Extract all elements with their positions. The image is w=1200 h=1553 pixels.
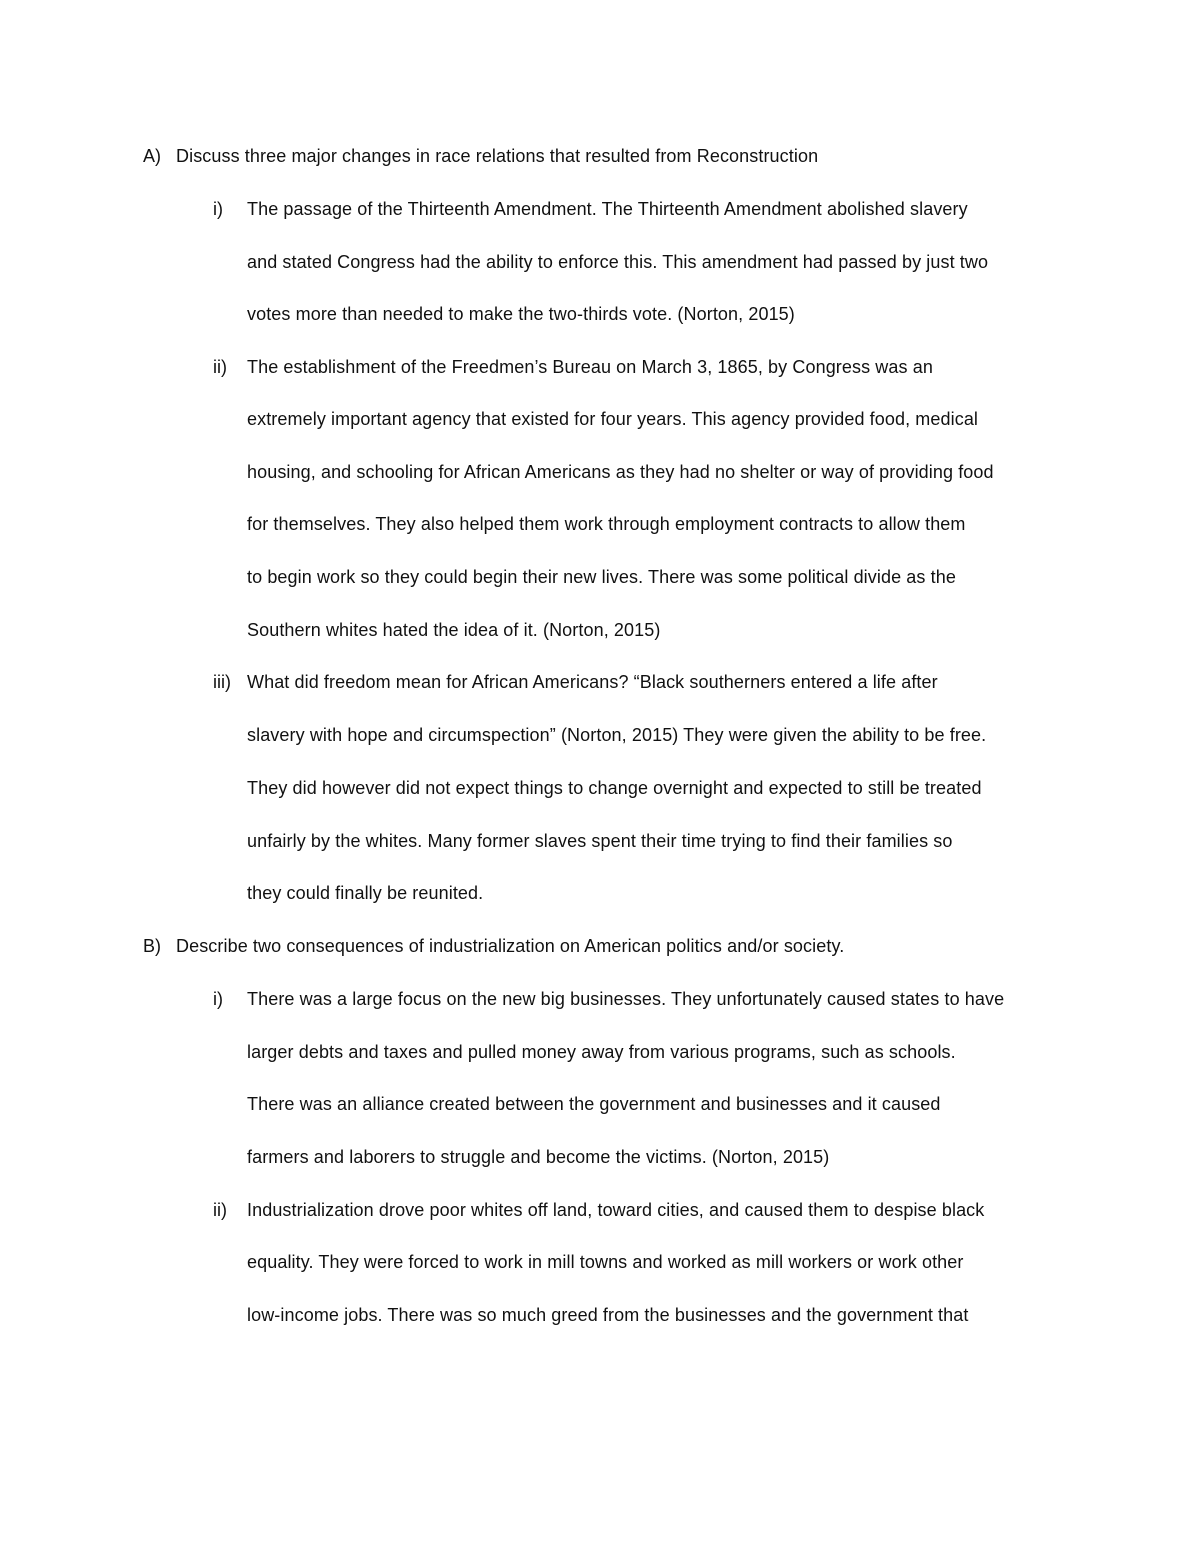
paragraph-line: unfairly by the whites. Many former slaves spent their time trying to find their families so: [247, 831, 953, 851]
paragraph-line: votes more than needed to make the two-thirds vote. (Norton, 2015): [247, 304, 795, 324]
paragraph-line: Industrialization drove poor whites off land, toward cities, and caused them to despise black: [247, 1200, 985, 1220]
paragraph-line: equality. They were forced to work in mill towns and worked as mill workers or work other: [247, 1252, 964, 1272]
paragraph-line: They did however did not expect things to change overnight and expected to still be treated: [247, 778, 982, 798]
paragraph-line: What did freedom mean for African Americans? “Black southerners entered a life after: [247, 672, 938, 692]
section-b-heading: Describe two consequences of industrialization on American politics and/or society.: [176, 936, 845, 956]
section-b-marker: B): [143, 936, 161, 956]
item-a-ii-marker: ii): [213, 357, 227, 377]
paragraph-line: Southern whites hated the idea of it. (Norton, 2015): [247, 620, 661, 640]
paragraph-line: housing, and schooling for African Americans as they had no shelter or way of providing food: [247, 462, 994, 482]
section-a-marker: A): [143, 146, 161, 166]
paragraph-line: to begin work so they could begin their new lives. There was some political divide as the: [247, 567, 956, 587]
paragraph-line: slavery with hope and circumspection” (Norton, 2015) They were given the ability to be free.: [247, 725, 987, 745]
paragraph-line: farmers and laborers to struggle and become the victims. (Norton, 2015): [247, 1147, 830, 1167]
paragraph-line: they could finally be reunited.: [247, 883, 484, 903]
item-a-iii-marker: iii): [213, 672, 231, 692]
paragraph-line: and stated Congress had the ability to enforce this. This amendment had passed by just two: [247, 252, 989, 272]
paragraph-line: for themselves. They also helped them work through employment contracts to allow them: [247, 514, 966, 534]
section-a-heading: Discuss three major changes in race relations that resulted from Reconstruction: [176, 146, 819, 166]
item-b-ii-marker: ii): [213, 1200, 227, 1220]
paragraph-line: There was a large focus on the new big businesses. They unfortunately caused states to have: [247, 989, 1005, 1009]
paragraph-line: extremely important agency that existed for four years. This agency provided food, medical: [247, 409, 979, 429]
paragraph-line: larger debts and taxes and pulled money away from various programs, such as schools.: [247, 1042, 956, 1062]
paragraph-line: low-income jobs. There was so much greed from the businesses and the government that: [247, 1305, 969, 1325]
item-b-i-marker: i): [213, 989, 223, 1009]
paragraph-line: The passage of the Thirteenth Amendment. The Thirteenth Amendment abolished slavery: [247, 199, 968, 219]
item-a-i-marker: i): [213, 199, 223, 219]
paragraph-line: The establishment of the Freedmen’s Bureau on March 3, 1865, by Congress was an: [247, 357, 933, 377]
paragraph-line: There was an alliance created between the government and businesses and it caused: [247, 1094, 941, 1114]
